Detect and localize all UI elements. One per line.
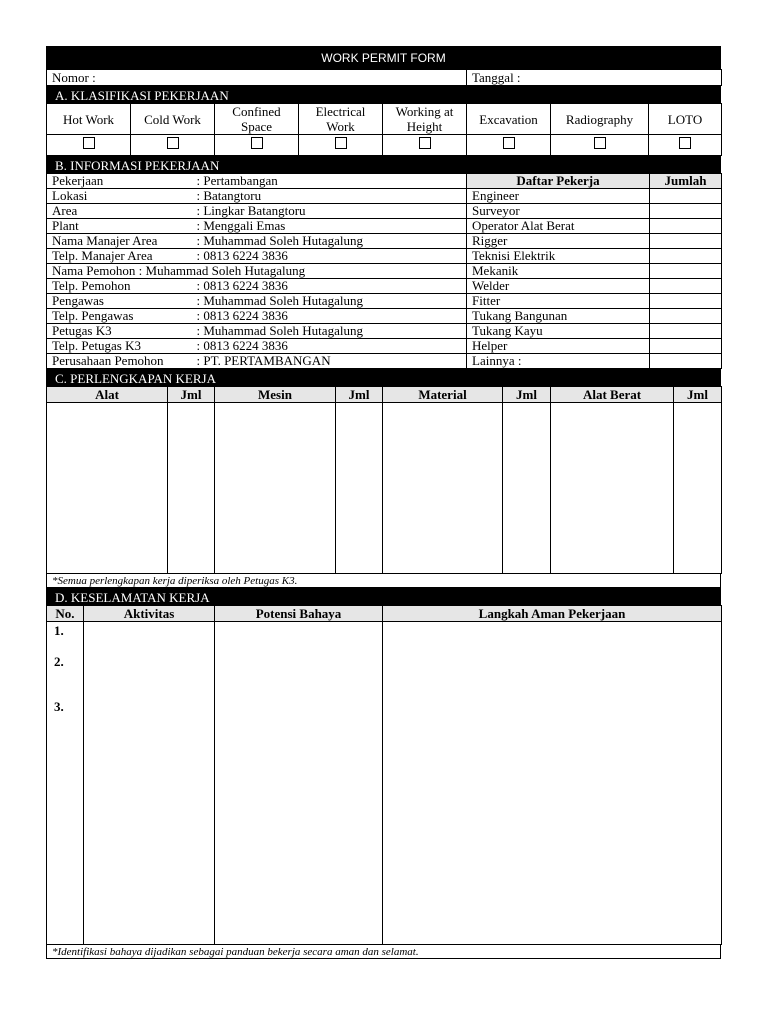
worker-count[interactable] — [650, 294, 722, 309]
row-number: 3. — [54, 699, 64, 714]
col-jml: Jml — [168, 387, 215, 403]
worker-label: Fitter — [467, 294, 650, 309]
cold-work-checkbox-cell — [131, 135, 215, 156]
worker-count[interactable] — [650, 279, 722, 294]
info-label: Telp. Pengawas — [47, 309, 192, 324]
worker-label: Rigger — [467, 234, 650, 249]
keselamatan-table — [46, 605, 722, 945]
col-potensi-bahaya: Potensi Bahaya — [215, 606, 383, 622]
daftar-pekerja-header: Daftar Pekerja — [467, 174, 650, 189]
worker-count[interactable] — [650, 309, 722, 324]
klasifikasi-hot-work: Hot Work — [47, 104, 131, 135]
langkah-aman-cell[interactable] — [383, 622, 722, 945]
worker-label: Mekanik — [467, 264, 650, 279]
section-d-title: D. KESELAMATAN KERJA — [46, 588, 721, 605]
excavation-checkbox[interactable] — [503, 137, 515, 149]
klasifikasi-working-at-height: Working at Height — [383, 104, 467, 135]
alat-jml-cell[interactable] — [168, 403, 215, 574]
info-value[interactable]: : Batangtoru — [192, 189, 467, 204]
worker-label: Welder — [467, 279, 650, 294]
informasi-table — [46, 173, 722, 369]
worker-count[interactable] — [650, 339, 722, 354]
info-label: Pekerjaan — [47, 174, 192, 189]
material-jml-cell[interactable] — [503, 403, 551, 574]
nomor-field[interactable]: Nomor : — [47, 70, 467, 86]
worker-count[interactable] — [650, 234, 722, 249]
info-label: Telp. Manajer Area — [47, 249, 192, 264]
tanggal-field[interactable]: Tanggal : — [467, 70, 722, 86]
col-material: Material — [383, 387, 503, 403]
worker-count[interactable] — [650, 264, 722, 279]
hot-work-checkbox-cell — [47, 135, 131, 156]
info-value[interactable]: : 0813 6224 3836 — [192, 309, 467, 324]
radiography-checkbox[interactable] — [594, 137, 606, 149]
info-value[interactable]: : 0813 6224 3836 — [192, 279, 467, 294]
row-number: 2. — [54, 654, 64, 669]
worker-label: Engineer — [467, 189, 650, 204]
alat-berat-jml-cell[interactable] — [674, 403, 722, 574]
section-a-title: A. KLASIFIKASI PEKERJAAN — [46, 86, 721, 103]
info-value[interactable]: : Lingkar Batangtoru — [192, 204, 467, 219]
col-langkah-aman: Langkah Aman Pekerjaan — [383, 606, 722, 622]
info-label: Telp. Petugas K3 — [47, 339, 192, 354]
cold-work-checkbox[interactable] — [167, 137, 179, 149]
electrical-work-checkbox[interactable] — [335, 137, 347, 149]
worker-label: Surveyor — [467, 204, 650, 219]
info-label: Pengawas — [47, 294, 192, 309]
confined-space-checkbox-cell — [215, 135, 299, 156]
klasifikasi-cold-work: Cold Work — [131, 104, 215, 135]
section-c-title: C. PERLENGKAPAN KERJA — [46, 369, 721, 386]
col-no: No. — [47, 606, 84, 622]
info-label: Telp. Pemohon — [47, 279, 192, 294]
perlengkapan-note: *Semua perlengkapan kerja diperiksa oleh Petugas K3. — [46, 574, 721, 588]
working-at-height-checkbox[interactable] — [419, 137, 431, 149]
info-value[interactable]: : Muhammad Soleh Hutagalung — [192, 234, 467, 249]
loto-checkbox-cell — [649, 135, 722, 156]
worker-count[interactable] — [650, 324, 722, 339]
info-value[interactable]: : Pertambangan — [192, 174, 467, 189]
excavation-checkbox-cell — [467, 135, 551, 156]
header-table — [46, 69, 722, 86]
col-jml: Jml — [336, 387, 383, 403]
worker-label: Teknisi Elektrik — [467, 249, 650, 264]
col-alat-berat: Alat Berat — [551, 387, 674, 403]
worker-count[interactable] — [650, 204, 722, 219]
worker-label: Helper — [467, 339, 650, 354]
info-label: Plant — [47, 219, 192, 234]
material-cell[interactable] — [383, 403, 503, 574]
no-cell — [47, 622, 84, 945]
klasifikasi-confined-space: Confined Space — [215, 104, 299, 135]
col-alat: Alat — [47, 387, 168, 403]
info-label: Lokasi — [47, 189, 192, 204]
form-title: WORK PERMIT FORM — [46, 46, 721, 69]
radiography-checkbox-cell — [551, 135, 649, 156]
loto-checkbox[interactable] — [679, 137, 691, 149]
info-value[interactable]: : 0813 6224 3836 — [192, 249, 467, 264]
col-jml: Jml — [503, 387, 551, 403]
jumlah-header: Jumlah — [650, 174, 722, 189]
klasifikasi-radiography: Radiography — [551, 104, 649, 135]
worker-label: Operator Alat Berat — [467, 219, 650, 234]
info-label: Area — [47, 204, 192, 219]
working-at-height-checkbox-cell — [383, 135, 467, 156]
worker-count[interactable] — [650, 189, 722, 204]
klasifikasi-loto: LOTO — [649, 104, 722, 135]
work-permit-form — [46, 46, 721, 959]
info-value[interactable]: : Menggali Emas — [192, 219, 467, 234]
info-value[interactable]: : Muhammad Soleh Hutagalung — [192, 294, 467, 309]
perlengkapan-table — [46, 386, 722, 574]
klasifikasi-excavation: Excavation — [467, 104, 551, 135]
info-value[interactable]: : 0813 6224 3836 — [192, 339, 467, 354]
info-label: Nama Pemohon : Muhammad Soleh Hutagalung — [47, 264, 192, 279]
worker-label: Tukang Kayu — [467, 324, 650, 339]
section-b-title: B. INFORMASI PEKERJAAN — [46, 156, 721, 173]
confined-space-checkbox[interactable] — [251, 137, 263, 149]
worker-label: Tukang Bangunan — [467, 309, 650, 324]
electrical-work-checkbox-cell — [299, 135, 383, 156]
potensi-bahaya-cell[interactable] — [215, 622, 383, 945]
mesin-jml-cell[interactable] — [336, 403, 383, 574]
alat-berat-cell[interactable] — [551, 403, 674, 574]
aktivitas-cell[interactable] — [84, 622, 215, 945]
info-label: Nama Manajer Area — [47, 234, 192, 249]
alat-cell[interactable] — [47, 403, 168, 574]
info-value[interactable]: : Muhammad Soleh Hutagalung — [192, 324, 467, 339]
worker-count[interactable] — [650, 219, 722, 234]
worker-count[interactable] — [650, 354, 722, 369]
col-aktivitas: Aktivitas — [84, 606, 215, 622]
worker-label: Lainnya : — [467, 354, 650, 369]
row-number: 1. — [54, 623, 64, 638]
worker-count[interactable] — [650, 249, 722, 264]
keselamatan-note: *Identifikasi bahaya dijadikan sebagai panduan bekerja secara aman dan selamat. — [46, 945, 721, 959]
info-label: Petugas K3 — [47, 324, 192, 339]
info-label: Perusahaan Pemohon — [47, 354, 192, 369]
col-jml: Jml — [674, 387, 722, 403]
hot-work-checkbox[interactable] — [83, 137, 95, 149]
klasifikasi-electrical-work: Electrical Work — [299, 104, 383, 135]
klasifikasi-table — [46, 103, 722, 156]
info-value[interactable]: : PT. PERTAMBANGAN — [192, 354, 467, 369]
col-mesin: Mesin — [215, 387, 336, 403]
mesin-cell[interactable] — [215, 403, 336, 574]
